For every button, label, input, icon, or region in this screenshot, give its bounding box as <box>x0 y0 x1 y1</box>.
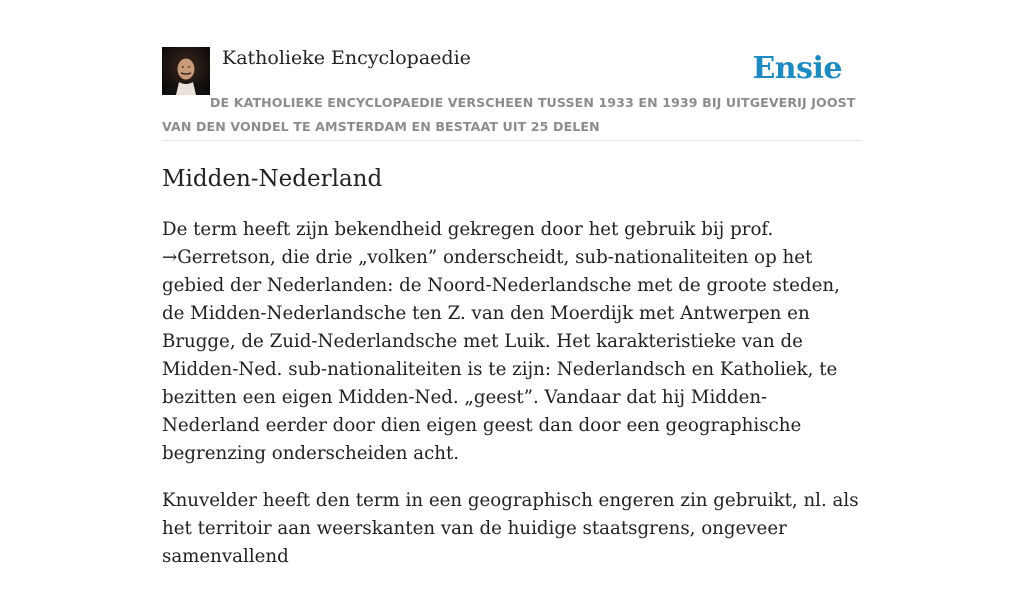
avatar[interactable] <box>162 47 210 95</box>
portrait-icon <box>162 47 210 95</box>
article-title: Midden-Nederland <box>162 166 383 192</box>
source-title[interactable]: Katholieke Encyclopaedie <box>222 47 471 69</box>
source-header <box>162 46 862 141</box>
article-paragraph: De term heeft zijn bekendheid gekregen door het gebruik bij prof. →Gerretson, die drie „volken” onderscheidt, sub-nationaliteiten op het gebied der Nederlanden: de Noord-Nederlandsche met de groote steden, de Midden-Nederlandsche ten Z. van den Moerdijk met Antwerpen en Brugge, de Zuid-Nederlandsche met Luik. Het karakteristieke van de Midden-Ned. sub-nationaliteiten is te zijn: Nederlandsch en Katholiek, te bezitten een eigen Midden-Ned. „geest”. Vandaar dat hij Midden-Nederland eerder door dien eigen geest dan door een geographische begrenzing onderscheiden acht. <box>162 219 840 464</box>
article-paragraph: Knuvelder heeft den term in een geographisch engeren zin gebruikt, nl. als het territoir aan weerskanten van de huidige staatsgrens, ongeveer samenvallend <box>162 490 859 567</box>
brand-logo[interactable]: Ensie <box>752 51 842 86</box>
source-description: DE KATHOLIEKE ENCYCLOPAEDIE VERSCHEEN TUSSEN 1933 EN 1939 BIJ UITGEVERIJ JOOST VAN DEN VONDEL TE AMSTERDAM EN BESTAAT UIT 25 DELEN <box>162 95 856 134</box>
article-body <box>162 216 862 590</box>
